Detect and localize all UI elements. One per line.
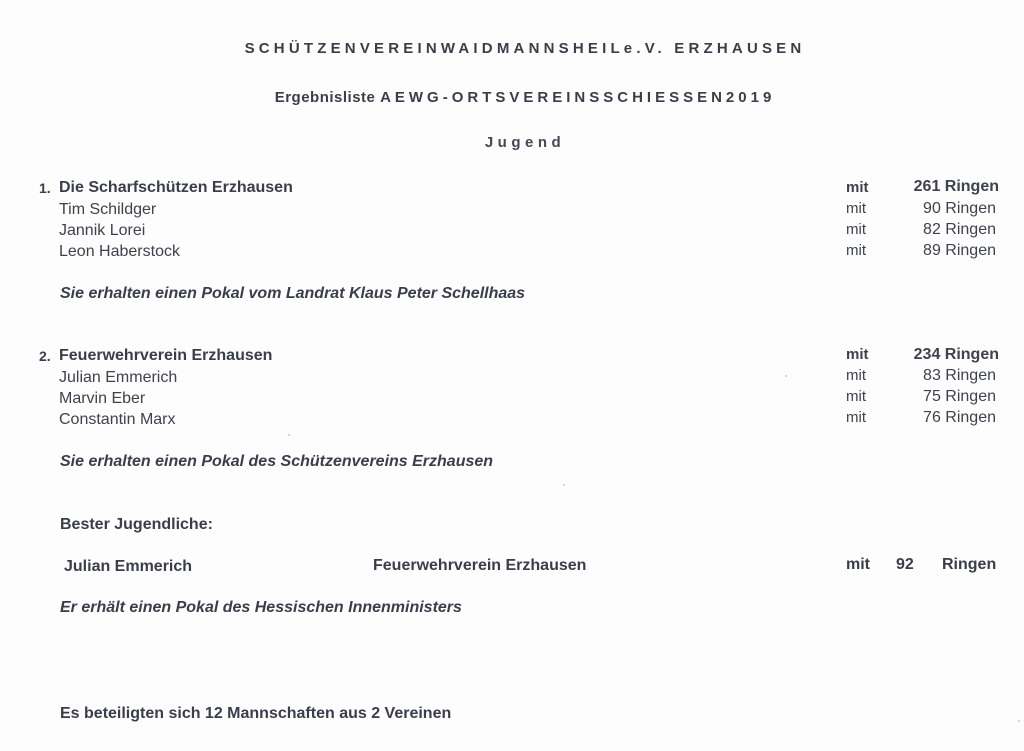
team-name: Feuerwehrverein Erzhausen [59,347,273,364]
member-name: Jannik Lorei [59,222,146,239]
scan-speck [785,375,787,377]
member-mit: mit [846,409,866,426]
member-mit: mit [846,200,866,217]
best-youth-score: 92 [896,556,914,573]
category-title: Jugend [484,134,566,151]
member-name: Leon Haberstock [59,243,180,260]
scan-speck [563,484,565,486]
best-youth-unit: Ringen [942,556,997,573]
list-title-event: AEWG-ORTSVEREINSSCHIESSEN2019 [380,89,776,106]
best-youth-mit: mit [846,556,870,573]
team-total: 261 Ringen [913,178,999,195]
member-rings: 89 Ringen [923,242,996,259]
team-rank: 1. [39,180,51,196]
club-title: SCHÜTZENVEREINWAIDMANNSHEILe.V. ERZHAUSEN [244,40,806,57]
member-rings: 82 Ringen [923,221,996,238]
member-mit: mit [846,242,866,259]
member-rings: 76 Ringen [923,409,996,426]
team-name: Die Scharfschützen Erzhausen [59,179,293,196]
team-rank: 2. [39,348,51,364]
member-name: Marvin Eber [59,390,146,407]
participation-summary: Es beteiligten sich 12 Mannschaften aus 2 Vereinen [60,705,452,722]
scan-speck [1018,720,1020,722]
team-award-note: Sie erhalten einen Pokal des Schützenvereins Erzhausen [60,453,494,470]
member-name: Julian Emmerich [59,369,178,386]
member-rings: 90 Ringen [923,200,996,217]
best-youth-name: Julian Emmerich [64,558,193,575]
best-youth-heading: Bester Jugendliche: [60,516,213,533]
team-total: 234 Ringen [913,346,999,363]
member-rings: 83 Ringen [923,367,996,384]
team-award-note: Sie erhalten einen Pokal vom Landrat Klaus Peter Schellhaas [60,285,526,302]
list-title-prefix: Ergebnisliste [274,89,376,106]
best-youth-club: Feuerwehrverein Erzhausen [373,557,587,574]
scan-speck [288,434,290,436]
member-mit: mit [846,367,866,384]
team-mit: mit [846,346,869,363]
member-name: Tim Schildger [59,201,157,218]
member-name: Constantin Marx [59,411,176,428]
member-rings: 75 Ringen [923,388,996,405]
list-title [0,89,1024,106]
member-mit: mit [846,221,866,238]
member-mit: mit [846,388,866,405]
team-mit: mit [846,179,869,196]
best-youth-award-note: Er erhält einen Pokal des Hessischen Innenministers [60,599,462,616]
